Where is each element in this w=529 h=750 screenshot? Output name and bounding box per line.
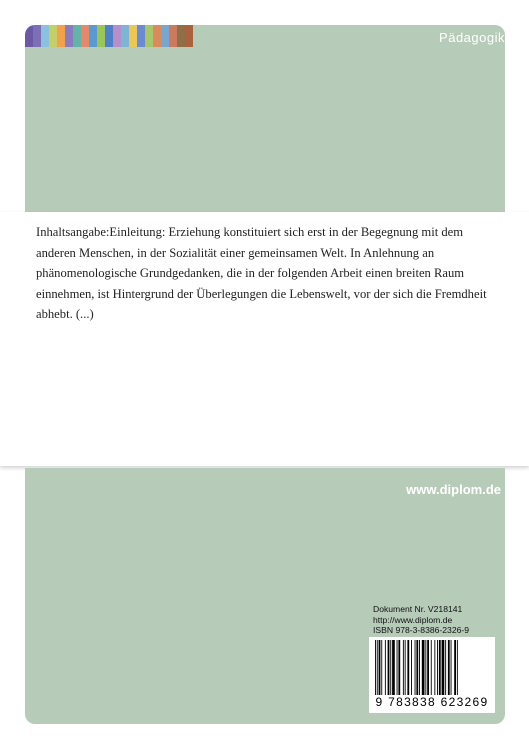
color-stripes (25, 25, 193, 47)
barcode-bar (388, 640, 390, 695)
color-stripe (169, 25, 177, 47)
barcode-bar (403, 640, 404, 695)
abstract-text: Inhaltsangabe:Einleitung: Erziehung konstituiert sich erst in der Begegnung mit dem anderen Menschen, in der Sozialität einer gemeinsamen Welt. In Anlehnung an phänomenologische Grundgedanken, die in der folgenden Arbeit einen breiten Raum einnehmen, ist Hintergrund der Überlegungen die Lebenswelt, vor der sich die Fremdheit abhebt. (...) (36, 225, 487, 322)
document-url[interactable]: http://www.diplom.de (373, 614, 453, 625)
barcode-bar (425, 640, 426, 695)
color-stripe (161, 25, 169, 47)
color-stripe (57, 25, 65, 47)
color-stripe (185, 25, 193, 47)
barcode-bar (381, 640, 382, 695)
barcode-bar (390, 640, 391, 695)
abstract-section (0, 212, 529, 466)
document-number: Dokument Nr. V218141 (373, 604, 463, 614)
barcode-bar (397, 640, 398, 695)
publisher-website[interactable]: www.diplom.de (406, 482, 501, 497)
document-metadata (373, 604, 469, 636)
isbn: ISBN 978-3-8386-2326-9 (373, 625, 470, 635)
barcode (369, 637, 495, 713)
color-stripe (177, 25, 185, 47)
barcode-bar (454, 640, 456, 695)
barcode-bar (415, 640, 416, 695)
barcode-bar (422, 640, 425, 695)
color-stripe (41, 25, 49, 47)
color-stripe (145, 25, 153, 47)
color-stripe (89, 25, 97, 47)
barcode-bar (379, 640, 381, 695)
cover-top-panel (25, 25, 505, 212)
color-stripe (25, 25, 33, 47)
color-stripe (81, 25, 89, 47)
color-stripe (153, 25, 161, 47)
barcode-bar (419, 640, 420, 695)
barcode-bar (427, 640, 429, 695)
barcode-bars (373, 640, 491, 697)
color-stripe (65, 25, 73, 47)
barcode-bar (398, 640, 400, 695)
barcode-digits: 9 783838 623269 (375, 695, 489, 709)
color-stripe (129, 25, 137, 47)
barcode-bar (416, 640, 418, 695)
barcode-bar (448, 640, 450, 695)
barcode-bar (439, 640, 441, 695)
color-stripe (137, 25, 145, 47)
color-stripe (33, 25, 41, 47)
barcode-bar (377, 640, 378, 695)
barcode-bar (434, 640, 435, 695)
barcode-bar (437, 640, 438, 695)
barcode-bar (385, 640, 386, 695)
barcode-bar (405, 640, 406, 695)
barcode-bar (442, 640, 445, 695)
barcode-bar (431, 640, 432, 695)
barcode-bar (375, 640, 376, 695)
barcode-bar (407, 640, 409, 695)
color-stripe (105, 25, 113, 47)
color-stripe (121, 25, 129, 47)
barcode-bar (451, 640, 452, 695)
barcode-bar (392, 640, 395, 695)
color-stripe (113, 25, 121, 47)
color-stripe (49, 25, 57, 47)
color-stripe (73, 25, 81, 47)
barcode-bar (445, 640, 446, 695)
barcode-bar (457, 640, 458, 695)
barcode-bar (411, 640, 412, 695)
category-label: Pädagogik (439, 30, 505, 45)
color-stripe (97, 25, 105, 47)
